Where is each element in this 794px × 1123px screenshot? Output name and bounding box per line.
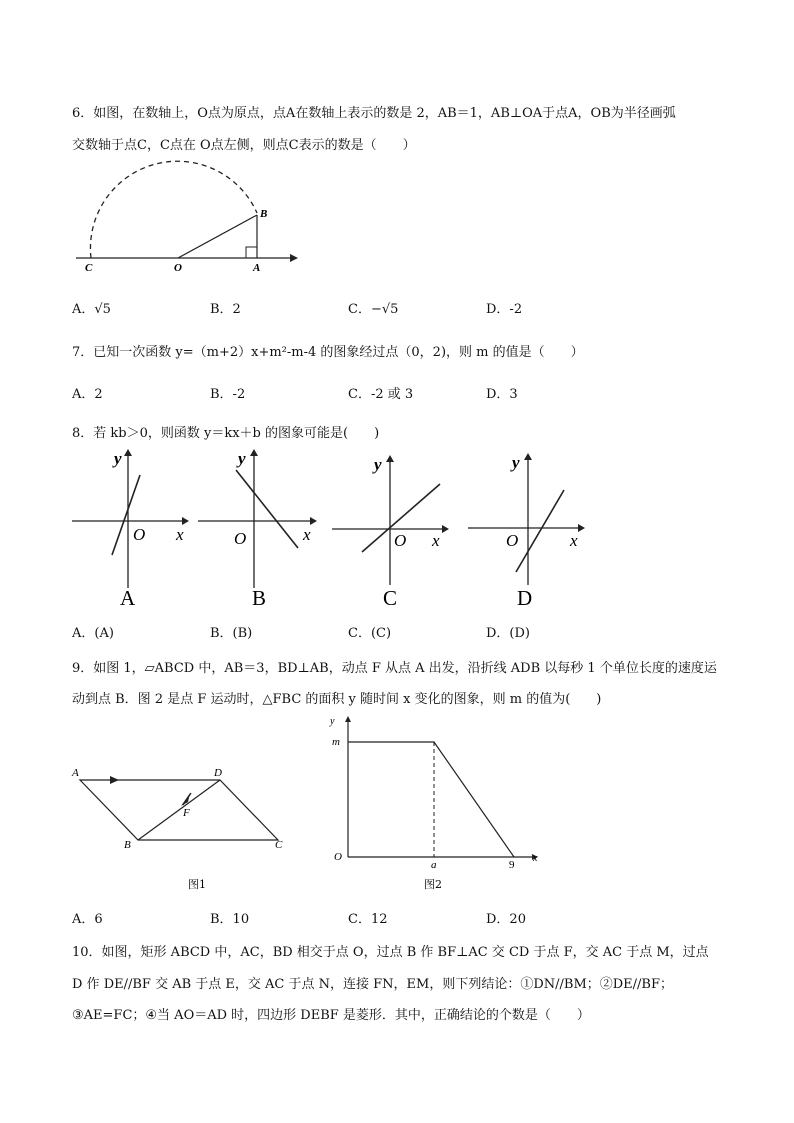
q6-label-B: B [260,208,268,220]
figure-label: y [512,453,520,472]
q8-line: 8．若 kb＞0，则函数 y＝kx＋b 的图象可能是( ) [72,426,380,441]
q6-option-b[interactable]: B．2 [210,302,241,317]
q10-line2: D 作 DE//BF 交 AB 于点 E，交 AC 于点 N，连接 FN，EM，则下列结论：①DN//BM；②DE//BF； [72,977,673,992]
figure-label: m [332,736,340,748]
figure-label: O [133,525,146,544]
q6-line2: 交数轴于点C，C点在 O点左侧，则点C表示的数是（ ） [72,138,416,153]
q6-arc [90,161,257,258]
q6-arrowhead [290,254,298,262]
figure-label: A [72,767,79,779]
q7-option-c[interactable]: C．-2 或 3 [348,387,414,402]
q9-diagonal-BD [138,780,220,840]
q6-right-angle-mark [246,247,257,258]
q8-graph-label-a: A [120,586,136,610]
q9-option-a[interactable]: A．6 [72,912,103,927]
q9-figure2 [326,712,546,894]
q6-option-c[interactable]: C．−√5 [348,302,399,317]
q8-option-c[interactable]: C．(C) [348,626,392,641]
q9-option-d[interactable]: D．20 [486,912,526,927]
q9-graph-line [348,742,514,857]
figure-label: O [394,531,407,550]
q9-arrow-DB [181,793,190,806]
q7-option-a[interactable]: A．2 [72,387,103,402]
figure-label: O [234,529,247,548]
q8-line-d [516,490,564,572]
figure-label: D [214,767,222,779]
q6-option-d[interactable]: D．-2 [486,302,523,317]
q9-figure1 [70,762,300,894]
q8-graph-label-c: C [383,586,398,610]
figure-label: F [183,807,190,819]
figure-label: y [330,716,335,727]
q8-option-a[interactable]: A．(A) [72,626,114,641]
q6-label-C: C [85,262,93,274]
figure-label: a [431,859,437,871]
q8-graph-label-b: B [252,586,267,610]
figure-label: y [114,449,122,468]
q10-line1: 10．如图，矩形 ABCD 中，AC，BD 相交于点 O，过点 B 作 BF⊥AC 交 CD 于点 F，交 AC 于点 M，过点 [72,945,709,960]
q9-line1: 9．如图 1，▱ABCD 中，AB＝3，BD⊥AB，动点 F 从点 A 出发，沿折线 ADB 以每秒 1 个单位长度的速度运 [72,661,717,676]
q9-figure2-caption: 图2 [424,878,442,891]
figure-label: 9 [509,859,515,871]
q9-line2: 动到点 B．图 2 是点 F 运动时，△FBC 的面积 y 随时间 x 变化的图象，则 m 的值为( ) [72,692,602,707]
figure-label: O [334,851,342,863]
q8-graph-d [466,450,591,610]
q9-option-c[interactable]: C．12 [348,912,388,927]
figure-label: x [533,853,538,864]
q7-option-b[interactable]: B．-2 [210,387,246,402]
figure-label: B [124,839,131,851]
q7-line: 7．已知一次函数 y=（m+2）x+m²-m-4 的图象经过点（0，2)，则 m 的值是（ ） [72,345,584,360]
q6-label-A: A [253,262,261,274]
q8-option-d[interactable]: D．(D) [486,626,530,641]
q8-graph-a [70,450,190,610]
figure-label: y [238,449,246,468]
q6-option-a[interactable]: A．√5 [72,302,111,317]
figure-label: y [374,455,382,474]
q9-arrow-AD [110,776,119,784]
q6-figure [72,165,302,277]
q9-figure1-caption: 图1 [188,878,206,891]
q8-graph-b [196,450,321,610]
q8-graph-label-d: D [517,586,533,610]
figure-label: x [570,531,578,550]
figure-label: x [432,531,440,550]
q8-option-b[interactable]: B．(B) [210,626,253,641]
figure-label: x [176,525,184,544]
q6-label-O: O [174,262,182,274]
q6-segment-OB [178,215,257,258]
q7-option-d[interactable]: D．3 [486,387,518,402]
q6-line1: 6．如图，在数轴上，O点为原点，点A在数轴上表示的数是 2，AB＝1，AB⊥OA于点A，OB为半径画弧 [72,106,676,121]
figure-label: O [506,531,519,550]
q9-option-b[interactable]: B．10 [210,912,250,927]
q8-graph-c [330,450,450,610]
figure-label: x [303,525,311,544]
q10-line3: ③AE=FC；④当 AO＝AD 时，四边形 DEBF 是菱形．其中，正确结论的个数是（ ） [72,1008,590,1023]
figure-label: C [275,839,283,851]
